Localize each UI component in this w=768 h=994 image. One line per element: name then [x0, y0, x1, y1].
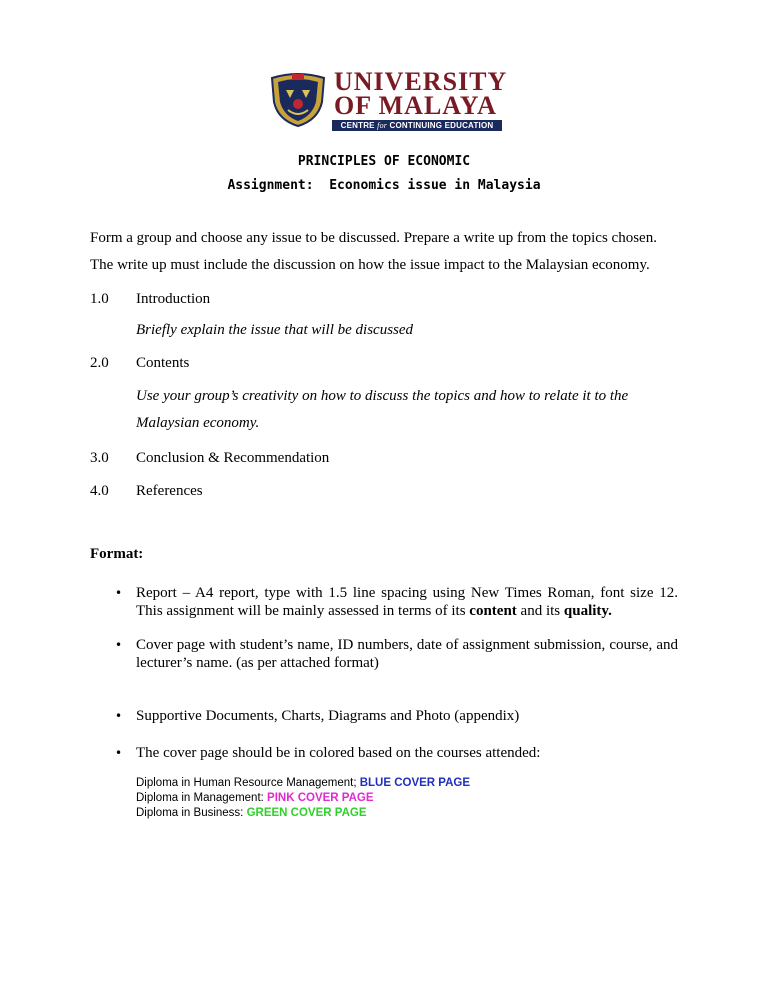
document-title: PRINCIPLES OF ECONOMIC — [297, 154, 471, 169]
section-title: References — [136, 483, 203, 499]
format-item-report-text: Report – A4 report, type with 1.5 line spacing using New Times Roman, font size 12. This assignment will be mainly assessed in terms of its — [136, 585, 678, 619]
cover-color-label: GREEN COVER PAGE — [246, 807, 367, 819]
quality-emphasis: quality. — [563, 603, 612, 619]
section-number: 2.0 — [90, 355, 109, 371]
format-item-report-text2: and its — [516, 603, 564, 619]
cover-color-label: BLUE COVER PAGE — [359, 777, 471, 789]
section-description: Use your group’s creativity on how to discuss the topics and how to relate it to the — [136, 388, 629, 404]
course-label: Diploma in Human Resource Management; — [136, 777, 360, 789]
section-number: 4.0 — [90, 483, 109, 499]
logo-centre-banner — [332, 120, 502, 131]
course-line-management — [136, 792, 374, 805]
bullet-icon: • — [115, 586, 123, 600]
section-title: Conclusion & Recommendation — [136, 450, 330, 466]
section-title: Contents — [136, 355, 190, 371]
section-title: Introduction — [136, 291, 211, 307]
logo-university-text: UNIVERSITY — [334, 67, 508, 96]
course-line-hrm — [136, 777, 470, 790]
university-logo — [266, 68, 506, 130]
section-number: 3.0 — [90, 450, 109, 466]
format-item-cover-colors: The cover page should be in colored based on the courses attended: — [136, 745, 541, 761]
logo-banner-part2: for — [377, 121, 388, 130]
logo-of-malaya-text: OF MALAYA — [334, 91, 497, 120]
document-subtitle: Assignment: Economics issue in Malaysia — [227, 178, 541, 193]
bullet-icon: • — [115, 709, 123, 723]
cover-color-label: PINK COVER PAGE — [267, 792, 374, 804]
course-line-business — [136, 807, 367, 820]
logo-banner-part1: CENTRE — [340, 121, 378, 130]
format-heading: Format: — [90, 546, 144, 562]
logo-banner-part3: CONTINUING EDUCATION — [387, 121, 494, 130]
course-label: Diploma in Business: — [136, 807, 247, 819]
section-description-cont: Malaysian economy. — [136, 415, 260, 431]
bullet-icon: • — [115, 638, 123, 652]
content-emphasis: content — [469, 603, 517, 619]
format-item-cover-page: Cover page with student’s name, ID numbers, date of assignment submission, course, and lecturer’s name. (as per attached format) — [136, 637, 678, 671]
section-description: Briefly explain the issue that will be discussed — [136, 322, 414, 338]
format-item-supportive-documents: Supportive Documents, Charts, Diagrams and Photo (appendix) — [136, 708, 520, 724]
intro-line-2: The write up must include the discussion on how the issue impact to the Malaysian economy. — [90, 257, 650, 273]
bullet-icon: • — [115, 746, 123, 760]
intro-line-1: Form a group and choose any issue to be discussed. Prepare a write up from the topics chosen. — [90, 230, 657, 246]
format-item-report — [136, 584, 678, 620]
course-label: Diploma in Management: — [136, 792, 268, 804]
university-crest-icon — [266, 72, 330, 128]
section-number: 1.0 — [90, 291, 109, 307]
